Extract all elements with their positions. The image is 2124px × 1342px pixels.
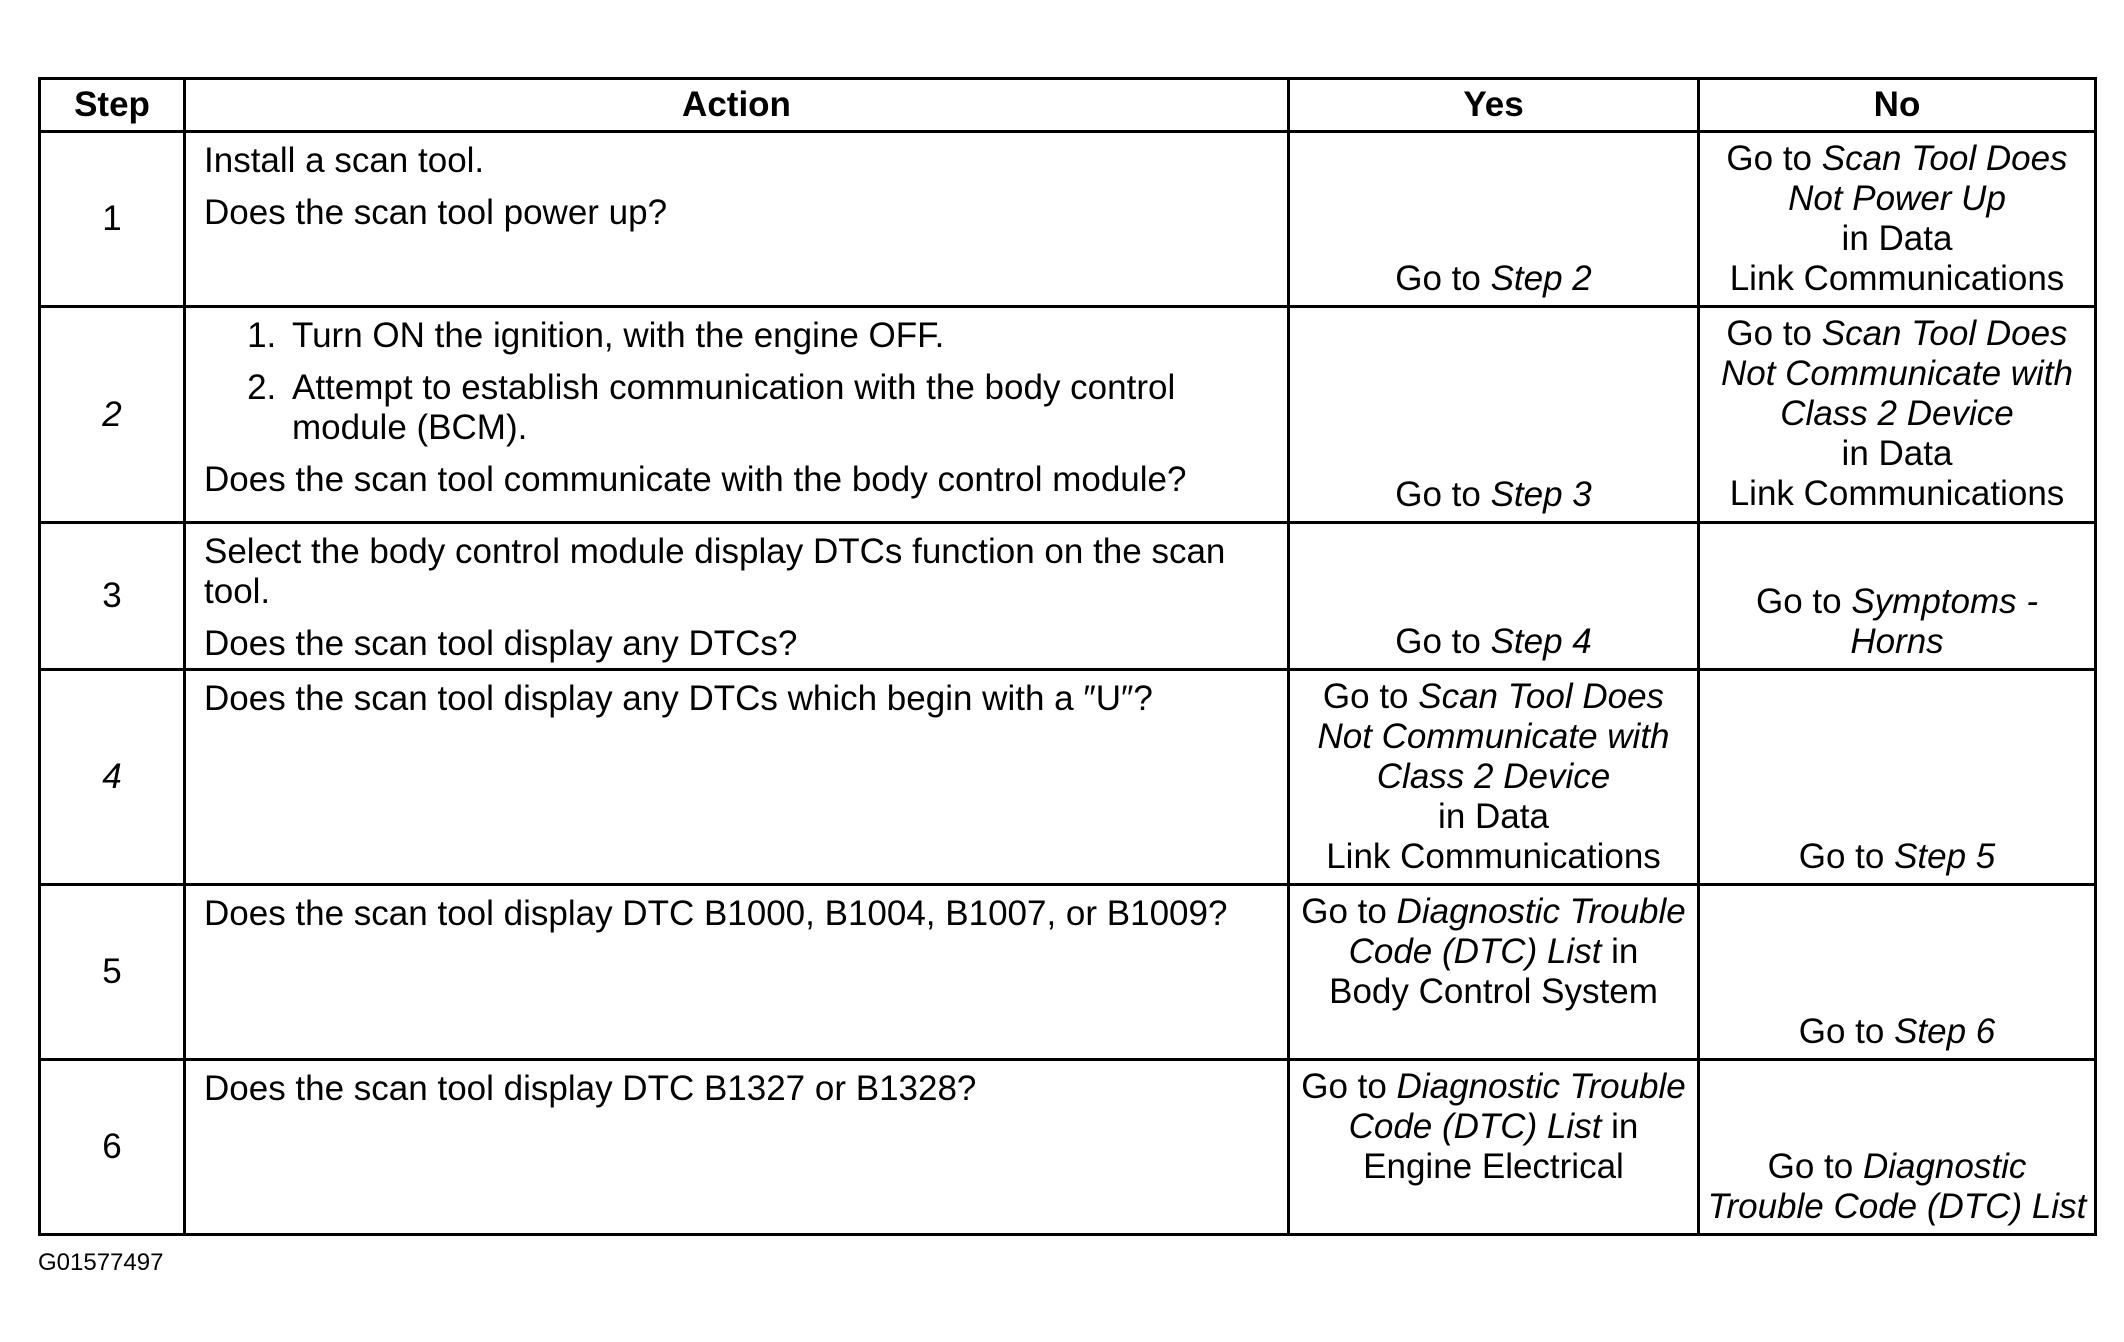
header-step: Step <box>40 79 185 132</box>
yes-cell: Go to Step 2 <box>1289 132 1699 307</box>
table-row <box>40 132 2096 307</box>
table-row <box>40 670 2096 885</box>
action-instruction: Install a scan tool. <box>204 141 485 180</box>
no-link[interactable]: Step 5 <box>1894 837 1996 876</box>
action-cell <box>185 1060 1289 1235</box>
yes-cell: Go to Scan Tool Does Not Communicate with Class 2 Device in Data Link Communications <box>1289 670 1699 885</box>
yes-link[interactable]: Scan Tool Does Not Communicate with Class 2 Device <box>1317 677 1670 796</box>
header-action: Action <box>185 79 1289 132</box>
no-link[interactable]: Step 6 <box>1894 1012 1996 1051</box>
no-link[interactable]: Diagnostic Trouble Code (DTC) List <box>1707 1147 2087 1226</box>
action-step-item: 2. Attempt to establish communication with the body control module (BCM). <box>286 368 1273 448</box>
yes-link[interactable]: Diagnostic Trouble Code (DTC) List <box>1348 892 1686 971</box>
yes-cell: Go to Diagnostic Trouble Code (DTC) List in Body Control System <box>1289 885 1699 1060</box>
diagnostic-table <box>38 77 2097 1236</box>
step-number: 2 <box>40 307 185 523</box>
no-link[interactable]: Symptoms - Horns <box>1850 582 2039 661</box>
yes-cell: Go to Step 3 <box>1289 307 1699 523</box>
yes-link[interactable]: Step 3 <box>1490 475 1592 514</box>
header-no: No <box>1699 79 2096 132</box>
no-cell: Go to Step 5 <box>1699 670 2096 885</box>
action-question: Does the scan tool power up? <box>204 193 668 232</box>
action-question: Does the scan tool communicate with the body control module? <box>204 460 1187 499</box>
figure-id: G01577497 <box>38 1249 164 1276</box>
no-cell: Go to Scan Tool Does Not Communicate with Class 2 Device in Data Link Communications <box>1699 307 2096 523</box>
action-question: Does the scan tool display any DTCs? <box>204 624 798 663</box>
step-number: 6 <box>40 1060 185 1235</box>
table-row <box>40 885 2096 1060</box>
action-cell <box>185 670 1289 885</box>
action-cell <box>185 132 1289 307</box>
yes-link[interactable]: Diagnostic Trouble Code (DTC) List <box>1348 1067 1686 1146</box>
no-cell: Go to Scan Tool Does Not Power Up in Data Link Communications <box>1699 132 2096 307</box>
header-yes: Yes <box>1289 79 1699 132</box>
action-instruction: Select the body control module display DTCs function on the scan tool. <box>204 532 1226 611</box>
action-cell <box>185 307 1289 523</box>
action-question: Does the scan tool display DTC B1327 or B1328? <box>204 1069 977 1108</box>
step-number: 5 <box>40 885 185 1060</box>
step-number: 3 <box>40 523 185 670</box>
yes-link[interactable]: Step 2 <box>1490 259 1592 298</box>
step-number: 4 <box>40 670 185 885</box>
yes-cell: Go to Diagnostic Trouble Code (DTC) List in Engine Electrical <box>1289 1060 1699 1235</box>
action-question: Does the scan tool display any DTCs which begin with a ″U″? <box>204 679 1153 718</box>
action-cell <box>185 885 1289 1060</box>
action-steps-list <box>204 316 1273 448</box>
no-cell: Go to Step 6 <box>1699 885 2096 1060</box>
action-cell <box>185 523 1289 670</box>
no-cell: Go to Diagnostic Trouble Code (DTC) List <box>1699 1060 2096 1235</box>
table-header-row <box>40 79 2096 132</box>
step-number: 1 <box>40 132 185 307</box>
no-link[interactable]: Scan Tool Does Not Communicate with Class 2 Device <box>1720 314 2074 433</box>
table-row <box>40 307 2096 523</box>
yes-link[interactable]: Step 4 <box>1490 622 1592 661</box>
table-row <box>40 1060 2096 1235</box>
action-step-item: 1. Turn ON the ignition, with the engine OFF. <box>286 316 1273 356</box>
no-link[interactable]: Scan Tool Does Not Power Up <box>1788 139 2068 218</box>
yes-cell: Go to Step 4 <box>1289 523 1699 670</box>
action-question: Does the scan tool display DTC B1000, B1004, B1007, or B1009? <box>204 894 1228 933</box>
no-cell: Go to Symptoms - Horns <box>1699 523 2096 670</box>
table-row <box>40 523 2096 670</box>
